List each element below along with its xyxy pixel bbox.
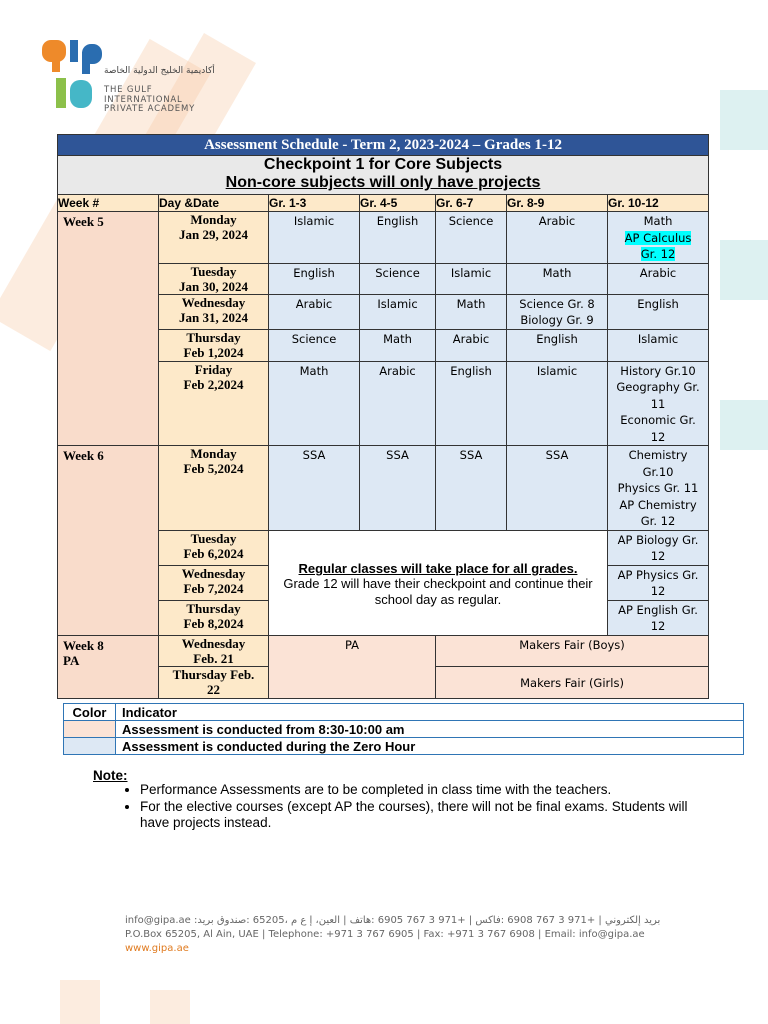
regular-classes-notice: Regular classes will take place for all grades. Grade 12 will have their checkpoint and continue their school day as regular. [269,530,608,635]
day-date-cell: Thursday Feb 8,2024 [159,600,269,635]
day-date-cell: Thursday Feb. 22 [159,666,269,698]
subject-cell: AP Physics Gr. 12 [608,565,709,600]
subject-cell: Math [360,329,436,361]
day-date-cell: Tuesday Jan 30, 2024 [159,263,269,294]
subject-cell: Arabic [507,212,608,264]
legend-swatch-blue [64,738,116,755]
subject-cell: Math [269,361,360,446]
subject-cell: Science Gr. 8 Biology Gr. 9 [507,294,608,329]
footer-website-link[interactable]: www.gipa.ae [125,943,189,954]
subject-cell: SSA [507,446,608,531]
subject-cell: Arabic [608,263,709,294]
assessment-schedule-table [57,134,709,699]
subject-cell: Science [360,263,436,294]
watermark-shape [150,990,190,1024]
legend-header-color: Color [64,704,116,721]
day-date-cell: Wednesday Jan 31, 2024 [159,294,269,329]
subject-cell: Math [436,294,507,329]
subject-cell: AP Biology Gr. 12 [608,530,709,565]
subject-cell: AP English Gr. 12 [608,600,709,635]
day-date-cell: Monday Feb 5,2024 [159,446,269,531]
note-heading: Note: [93,768,128,783]
subject-cell: SSA [436,446,507,531]
week-label: Week 6 [58,446,159,636]
table-row [58,212,709,264]
column-header: Week # [58,195,159,212]
subject-cell: Arabic [360,361,436,446]
watermark-shape [720,400,768,450]
subject-cell: English [360,212,436,264]
subject-cell: Arabic [436,329,507,361]
subject-cell: Islamic [608,329,709,361]
watermark-shape [720,240,768,300]
makers-fair-boys: Makers Fair (Boys) [436,635,709,666]
color-legend-table [63,703,744,755]
subject-cell: SSA [269,446,360,531]
notes-list [120,782,700,832]
day-date-cell: Tuesday Feb 6,2024 [159,530,269,565]
column-header: Gr. 1-3 [269,195,360,212]
subject-cell: Islamic [436,263,507,294]
watermark-shape [720,90,768,150]
subject-cell: Science [436,212,507,264]
day-date-cell: Wednesday Feb 7,2024 [159,565,269,600]
subject-cell: Islamic [360,294,436,329]
table-row [58,446,709,531]
subject-cell: Math AP Calculus Gr. 12 [608,212,709,264]
footer-arabic-line: info@gipa.ae :بريد إلكتروني | +971 3 767 6908 :فاكس | +971 3 767 6905 :هاتف | العين، إ ع م ،65205 :صندوق بريد [125,915,661,926]
footer-contact [125,914,660,956]
legend-text: Assessment is conducted from 8:30-10:00 am [116,721,744,738]
legend-swatch-pink [64,721,116,738]
legend-header-indicator: Indicator [116,704,744,721]
column-header: Day &Date [159,195,269,212]
week-label: Week 5 [58,212,159,446]
subject-cell: English [436,361,507,446]
schedule-title: Assessment Schedule - Term 2, 2023-2024 – Grades 1-12 [58,135,709,156]
subject-cell: Math [507,263,608,294]
subject-cell: English [269,263,360,294]
list-item: • For the elective courses (except AP the courses), there will not be final exams. Students will have projects instead. [140,799,700,831]
day-date-cell: Thursday Feb 1,2024 [159,329,269,361]
watermark-shape [60,980,100,1024]
makers-fair-girls: Makers Fair (Girls) [436,666,709,698]
table-row [58,635,709,666]
pa-cell: PA [269,635,436,698]
subject-cell: English [608,294,709,329]
footer-english-line: P.O.Box 65205, Al Ain, UAE | Telephone: +971 3 767 6905 | Fax: +971 3 767 6908 | Email: info@gipa.ae [125,929,645,940]
day-date-cell: Wednesday Feb. 21 [159,635,269,666]
subject-cell: Islamic [269,212,360,264]
column-header: Gr. 6-7 [436,195,507,212]
header-row [58,195,709,212]
subject-cell: Arabic [269,294,360,329]
subject-cell: SSA [360,446,436,531]
schedule-subtitle: Checkpoint 1 for Core Subjects Non-core subjects will only have projects [58,156,709,195]
subject-cell: Science [269,329,360,361]
week-label: Week 8 PA [58,635,159,698]
column-header: Gr. 4-5 [360,195,436,212]
logo-arabic-text: أكاديمية الخليج الدولية الخاصة [104,66,215,76]
subject-cell: English [507,329,608,361]
logo-english-text: THE GULF INTERNATIONAL PRIVATE ACADEMY [104,85,196,114]
day-date-cell: Monday Jan 29, 2024 [159,212,269,264]
subject-cell: History Gr.10 Geography Gr. 11 Economic Gr. 12 [608,361,709,446]
subject-cell: Islamic [507,361,608,446]
column-header: Gr. 10-12 [608,195,709,212]
column-header: Gr. 8-9 [507,195,608,212]
list-item: • Performance Assessments are to be completed in class time with the teachers. [140,782,700,798]
subject-cell: Chemistry Gr.10 Physics Gr. 11 AP Chemistry Gr. 12 [608,446,709,531]
day-date-cell: Friday Feb 2,2024 [159,361,269,446]
legend-text: Assessment is conducted during the Zero Hour [116,738,744,755]
